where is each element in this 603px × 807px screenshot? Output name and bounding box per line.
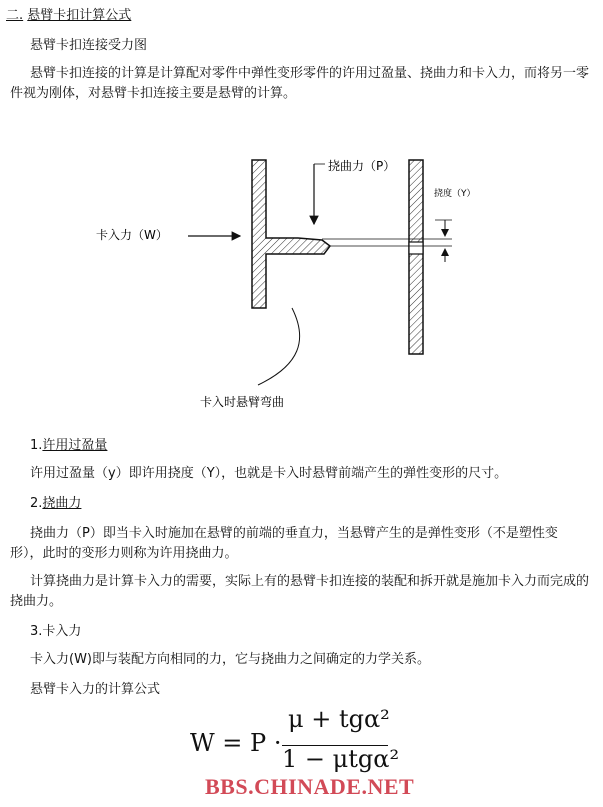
formula-numerator: μ + tgα² <box>288 705 390 733</box>
formula-lhs: W = P · <box>190 729 282 757</box>
label-bending: 卡入时悬臂弯曲 <box>200 395 285 409</box>
item-1-number: 1. <box>30 438 43 453</box>
item-1-title: 许用过盈量 <box>42 438 108 453</box>
cantilever-part <box>252 160 330 308</box>
section-number: 二. <box>6 8 24 23</box>
item-3-body: 卡入力(W)即与装配方向相同的力，它与挠曲力之间确定的力学关系。 <box>30 652 430 667</box>
snap-force-formula <box>190 705 430 775</box>
item-2-body: 挠曲力（P）即当卡入时施加在悬臂的前端的垂直力，当悬臂产生的是弹性变形（不是塑性变形），此时的变形力则称为许用挠曲力。 <box>10 526 558 561</box>
item-3-number: 3. <box>30 624 43 639</box>
item-3-title: 卡入力 <box>42 624 82 639</box>
item-3-heading <box>30 622 81 642</box>
item-2-body-2: 计算挠曲力是计算卡入力的需要，实际上有的悬臂卡扣连接的装配和拆开就是施加卡入力而完成的挠曲力。 <box>10 574 590 609</box>
mating-part <box>409 160 423 354</box>
label-force-w: 卡入力（W） <box>96 228 168 242</box>
item-2-heading <box>30 494 81 514</box>
formula-caption: 悬臂卡入力的计算公式 <box>30 682 161 697</box>
figure-caption: 悬臂卡扣连接受力图 <box>30 38 148 53</box>
intro-paragraph: 悬臂卡扣连接的计算是计算配对零件中弹性变形零件的许用过盈量、挠曲力和卡入力，而将另一零件视为刚体，对悬臂卡扣连接主要是悬臂的计算。 <box>10 66 590 101</box>
item-2-title: 挠曲力 <box>42 496 82 511</box>
watermark: BBS.CHINADE.NET <box>205 774 415 799</box>
label-deflection-y: 挠度（Y） <box>434 189 476 199</box>
section-heading <box>6 6 131 26</box>
snap-fit-force-diagram <box>0 150 603 420</box>
label-force-p: 挠曲力（P） <box>328 159 396 173</box>
item-1-body: 许用过盈量（y）即许用挠度（Y），也就是卡入时悬臂前端产生的弹性变形的尺寸。 <box>30 466 508 481</box>
item-2-number: 2. <box>30 496 43 511</box>
bending-leader-curve <box>258 308 300 385</box>
item-1-heading <box>30 436 107 456</box>
formula-denominator: 1 − μtgα² <box>282 745 400 773</box>
section-title: 悬臂卡扣计算公式 <box>27 8 132 23</box>
